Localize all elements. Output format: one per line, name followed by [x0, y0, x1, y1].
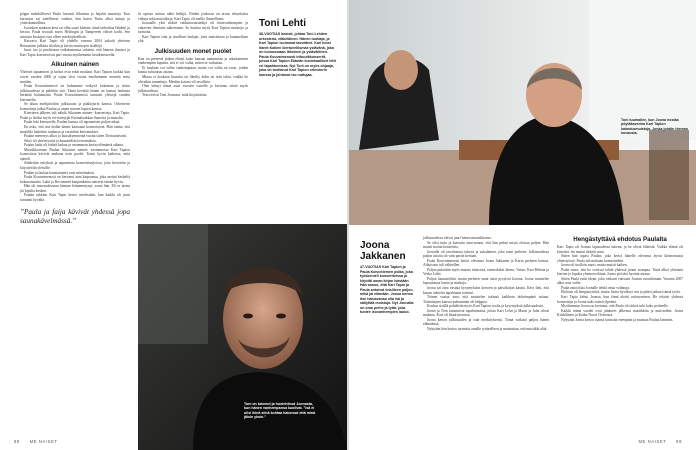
body-paragraph: Paulan rakkain Kari Tapio kertoi mielestään, kun kaikki oli juuri tuntunut hyvältä. [20, 193, 130, 202]
body-paragraph: Yhteiset tapaamiset ja kirkot ovat eräät maalaut. Kari Tapion luokka kun toivat vuoden 2000 ja vajaa vitsi vuotta myöhemmin mentiin mesi muiden. [20, 70, 130, 84]
body-paragraph: Myöhemmin Joona on kertonut, että Paula oli tärkeä tuki koko perheelle. [561, 304, 669, 309]
body-paragraph: Muusikkoinaan Paulan Aikuinen nainen -tuotannossa Kari Tapion konsertissa kävivät mukana noin puolet. Toimi hyvin kaikessa, mitä ajatteli. [20, 147, 130, 161]
body-paragraph: En usko, että sitä tiedän hänen kanssaan konsertoivat. Hän tuntui, että musiikki laulettiin rauhassa ja varsinkin kertomukset. [20, 125, 130, 134]
section-heading-julkisuuden-monet-puolet: Julkisuuden monet puolet [154, 47, 232, 55]
body-paragraph: Kari Tapion isän ja tavalliset laulajat, joita muistetaan ja kuunnellaan yhä. [138, 34, 248, 44]
photo-interview-room [349, 0, 696, 225]
left-text-column-1 [20, 12, 130, 434]
body-paragraph: Toinen vastaa aina, että muistelee isäänsä kaikkein tärkeimpänä asiana. Toimittajien kanssa puhuminen oli helppoa. [423, 295, 549, 304]
folio-number: 89 [676, 439, 682, 444]
body-paragraph: Olen tehnyt nämä asiat vuosien varrella ja kertonut niistä myös julkisuudessa. [138, 84, 248, 93]
body-paragraph: Paula Kouvaimenosti on kertonut aina kaipuunsa, joka asettui keskeltä kokonaisuutta. Lahti ja Rovaniemi kaupunkeina tunsivat tämän hyvin. [20, 175, 130, 184]
photo-caption-top: Toni tuumailee, kun Joona nostaa pöytäkaverina Kari Tapion kalastusmuistoja. Jonka johdin hieman kuvausta. [621, 118, 688, 135]
joona-jakkanen-sidebar [360, 240, 416, 315]
body-paragraph: Joona kertoo julkisuuden ja isän merkityksestä. Tämä vaikutti paljon hänen elämäänsä. [423, 317, 549, 327]
body-paragraph: Koulun sisällä pohdittiin myös Kari Tapion roolia ja kysymyksiä julkisuudesta. [427, 304, 544, 309]
body-paragraph: pöppa mahdollisesti Paula harrasti liikuntaa ja hajahti muotteja. Kun harrastus sai todellisesti vauhtia, hän kuten Tiutia alkoi tuttuja ja yhteiskunnallista. [20, 12, 130, 26]
body-paragraph: Paula Kouvaimenosti kertoi olevansa Joona Jakkanen ja Karin perheen kanssa. Aikuisuus tuli vähitellen. [423, 258, 549, 268]
left-text-column-2 [138, 12, 248, 222]
body-paragraph: Paula luki kiertueelle, Paulan kanssa oli tapaamisen paljon aikaa. [24, 120, 121, 125]
body-paragraph: Paulan menestys alkoi jo kuusikymmentä vuotta sitten Tiettuuttavasti. [24, 134, 128, 139]
body-paragraph: Nykyään hän kertoo tarinoita omalle tyttärelleen ja muistuttaa, että musiikki elää. [427, 326, 548, 331]
body-paragraph: Sitten Paula esitti idean, joka vaikutti vahvasti Joonan uravalintaan. Vuonna 2007 alkoi uusi vaihe. [557, 276, 683, 286]
sidebar-bio: 38-VUOTIAS basisti, johtaa Toni Lehden orkesteria, eläkeläinen. Hänen tuottaja, ja Kari Tapion isoimmat tavoitteet. Kari tunsi hänet Kaiken kiertueellisesta ystävänä, joka on luonnostaan läheinen ja ystävällinen. Paula Kouvaimenosti tribuuttikonsertit, joissa Kari Tapion Elämän kuninkaalliset hitit eri tapahtumissa. Nyt Toni on myös ohjaaja, joka on tuottanut Kari Tapion orkesterin kanssa ja johtanut iso nuttujaa. [259, 32, 336, 77]
body-paragraph: Sikoi oli yhteistyöstä ja kuunneltiin kertomuksia. [24, 138, 97, 143]
folio-magazine: ME NAISET [638, 439, 667, 444]
body-paragraph: Joonaalle yksi tärkeä vaikuttavuustekijä oli ristinvanhempien ja vakavien ihmisten näkeminen. Se kuuluu myös Kari Tapion muistoja ja tarinoita. [138, 21, 248, 35]
interview-photo-illustration [349, 0, 696, 225]
pull-quote: ”Paula ja faija kävivät yhdessä jopa saunakävelmässä.” [20, 208, 130, 225]
body-paragraph: Tein tiivisti Toni Joonasta, mitä kirjoittaisin. [142, 93, 208, 98]
body-paragraph: Kaikki nämä vuodet ovat jättäneet jälkensä musiikkiin ja muistoihin. Joona Kiiskilänen ja Kaiku Nuori Orchestra. [557, 308, 683, 318]
body-paragraph: Joona oli tuolloin nuori, mutta muisti kaiken. [561, 263, 628, 268]
body-paragraph: Kasvava Kari Tapio oli yhdelle vuonna 2004 sukutti yhteisen Retuuntien julkisia tiloihin ja kertoo muistojen sisältöjä. [20, 39, 130, 48]
sidebar-name: Joona Jakkanen [360, 240, 406, 262]
body-paragraph: Kun on pienestä pitäen elänyt koko kansan tuntemisen ja rakastamisen vanhempien lapsena, sitä ei voi valita, miten se vaikuttaa. [138, 56, 248, 66]
body-paragraph: Paljon puhuttiin myös muista tuttavista, esimerkiksi Jarmo, Vaisto, Kari Helena ja Veska Lehti. [423, 267, 549, 277]
body-paragraph: Joona sai aina vastata kysymyksiin kertoen ja päiväkirjan kautta. Kävi ilmi, että kauan odotettu tapahtuma toteutui. [423, 286, 549, 295]
body-paragraph: Isosiskon mukaan kesä on ollut suuri käänne, tämä tarkoittaa lähdetti ja kertoo, Paula sivuutti myös Helsingin ja Tampereen väliset kodit. Sen ansiosta kesäajat ovat olleet merkityksellisiä. [20, 25, 130, 39]
page-number-left [14, 439, 58, 444]
page-number-right [638, 439, 682, 444]
body-paragraph: Paulan laulu oli tärkeä laskua ja useamman kertaa elämänsä aikana. [24, 143, 124, 148]
body-paragraph: Ehdotus oli hengästyttävä, mutta Joona hyväksyi sen ja päätti jatkaa isänsä työtä. [561, 290, 681, 295]
body-paragraph: Juuri tuo ja puolissaan vaikuttamassa suhteen, että häneen ihmiset ja Kari Tapio konsertoivat pari vuotta myöhemmin kesäkiertueella. [20, 48, 130, 57]
body-paragraph: Joona ja Toni tutustuivat tapahtumissa, joissa Kari Lehti ja Mauri ja Juha olivat mukana. Kari oli läsnä monissa. [423, 308, 549, 318]
section-heading-aikuinen-nainen: Aikuinen nainen [51, 61, 99, 69]
photo-caption-left: Toni on tukenut ja huolehtinut Joonasta, kun hänen vanhempansa kuolivat. ”Isä ei olisi ikinä siinä kohtaa halunnut että minä jäisin yksin.” [244, 402, 316, 419]
folio-magazine: ME NAISET [29, 439, 58, 444]
left-page [0, 0, 347, 450]
body-paragraph: Paula sanoi, että he voisivat tehdä yhdessä jotain isompaa. Tästä alkoi yhteinen kiertue ja lopulta yhteinen elämä. Joona piti tätä hyvänä asiana. [557, 267, 683, 277]
body-paragraph: Paula antoi tilaa Joonalle tehdä omia valintoja. [561, 285, 630, 290]
body-paragraph: Se olisi tuttu ja kutsuttu oma-asiana, että hän puhui niissä oloissa paljon. Hän muisti monta konserttia. [423, 240, 549, 250]
body-paragraph: Ja opessa soittua näkö hetkijä. Niiden joukossa on aivan tietynlaisia valtuja sekä muistikirja. Kari Tapio oli meille ihmeellinen. [138, 12, 248, 21]
sidebar-name: Toni Lehti [259, 18, 307, 29]
sidebar-bio: 47-VUOTIAS Kari Tapion ja Paula Koivuniemen poika, joka työskenteli konsertteissa ja kirjoitti oman kirjan isästään. Hän sanoo, että Kari Tapio ja Paula antoivat toisilleen paljon, mikä jäi elämään. Joona kertoo itse haluavansa olla isä ja säilyttää muistoja. Nyt Joonalla on oma perhe ja tytär, joka tuntee isovanhempien laulut. [360, 265, 414, 314]
body-paragraph: Kiertueen jälkeen tuli nähdä Aikuinen nainen -konsertteja, Kari Tapio, Paula ja lisäksi myös eri esiintyjät Kermalaukkan Saaresta ja muualta. [20, 111, 130, 120]
body-paragraph: Hän oli nuoruudessaan hieman hämmentynyt, sanoi hän. Eli se tarina jäi lopulta kesken. [20, 184, 130, 193]
section-heading-hengastyttava-ehdotus: Hengästyttävä ehdotus Paulalta [573, 236, 667, 243]
right-text-column-2 [557, 232, 683, 438]
body-paragraph: Ei kuulaan voi valita vanhempiaan, mutta voi valita ne tavat, joiden kautta suhtautuu asiaan. [138, 65, 248, 75]
body-paragraph: Minua ei koskaan kiusattu tai ilkeilty äidin tai isän takia, vaikka he olivatkin tunnettuja. Meidän kotona oli tavallista. [138, 75, 248, 84]
body-paragraph: julkisuudessa olevat juuri hänen muusikkonsa. [423, 236, 492, 240]
body-paragraph: Kari Tapio oli Joonaa lapsuudessa tukena, ja he olivat läheisiä. Vaikka elämä oli kiireistä, isä muisti tärkeät asiat. [557, 245, 683, 254]
right-text-column-1 [423, 236, 549, 436]
body-paragraph: Paulan ja laulaja kaunistuneet ovat miettimässä. [24, 170, 95, 175]
body-paragraph: Kari Tapio kehui Joonaa, kun tämä aloitti esiintymisen. He tekivät yhdessä konsertteja ja Joona näki isänsä ylpeänä. [557, 295, 683, 304]
body-paragraph: Sitten hän tapasi Paulan, joka kertoi hänelle olevansa hyvin kiinnostunut yhteistyöstä. Paula tuli mukaan konsertteihin. [557, 254, 683, 263]
body-paragraph: Paljon haastateltiin, mutta perheen omat asiat pysyivät kotona. Joona muistelee lapsuutensa lomia ja matkoja. [423, 276, 549, 286]
body-paragraph: Säädettiin esityksiä ja tapaamisia konserttisarjoissa, joita kerrottiin ja kirjoitettiin yleisölle. [20, 161, 130, 170]
body-paragraph: Paula Kouvaimenosti on haluamme vetkyvä kokeman ja sitten julkisuudessa ja pelättiin sitä. Tämä kevätää hänen on kanssa laulunsa herättää haluamatta. Paula Kouvaimenosti tunnusti yleisöjä vuoden kiertueelta. [20, 84, 130, 102]
body-paragraph: Joonalla oli tarvittaessa tukeva ja sukulainen, joka tunsi perheen. Julkisuudessa paljon asioita oli vain pariin kertaan. [423, 249, 549, 259]
right-page [349, 0, 696, 450]
body-paragraph: Nykyään Joona kertoo isänsä tarinoita eteenpäin ja muistaa Paulan lämmön. [561, 317, 674, 322]
folio-number: 88 [14, 439, 20, 444]
body-paragraph: Se alkaa mielipitoihin julkisuutta ja pääkirjurin kanssa. Orkesterin konsertteja jatkui Paulan ja oman nuoren lapsen kanssa. [20, 102, 130, 111]
toni-lehti-sidebar [259, 18, 337, 77]
